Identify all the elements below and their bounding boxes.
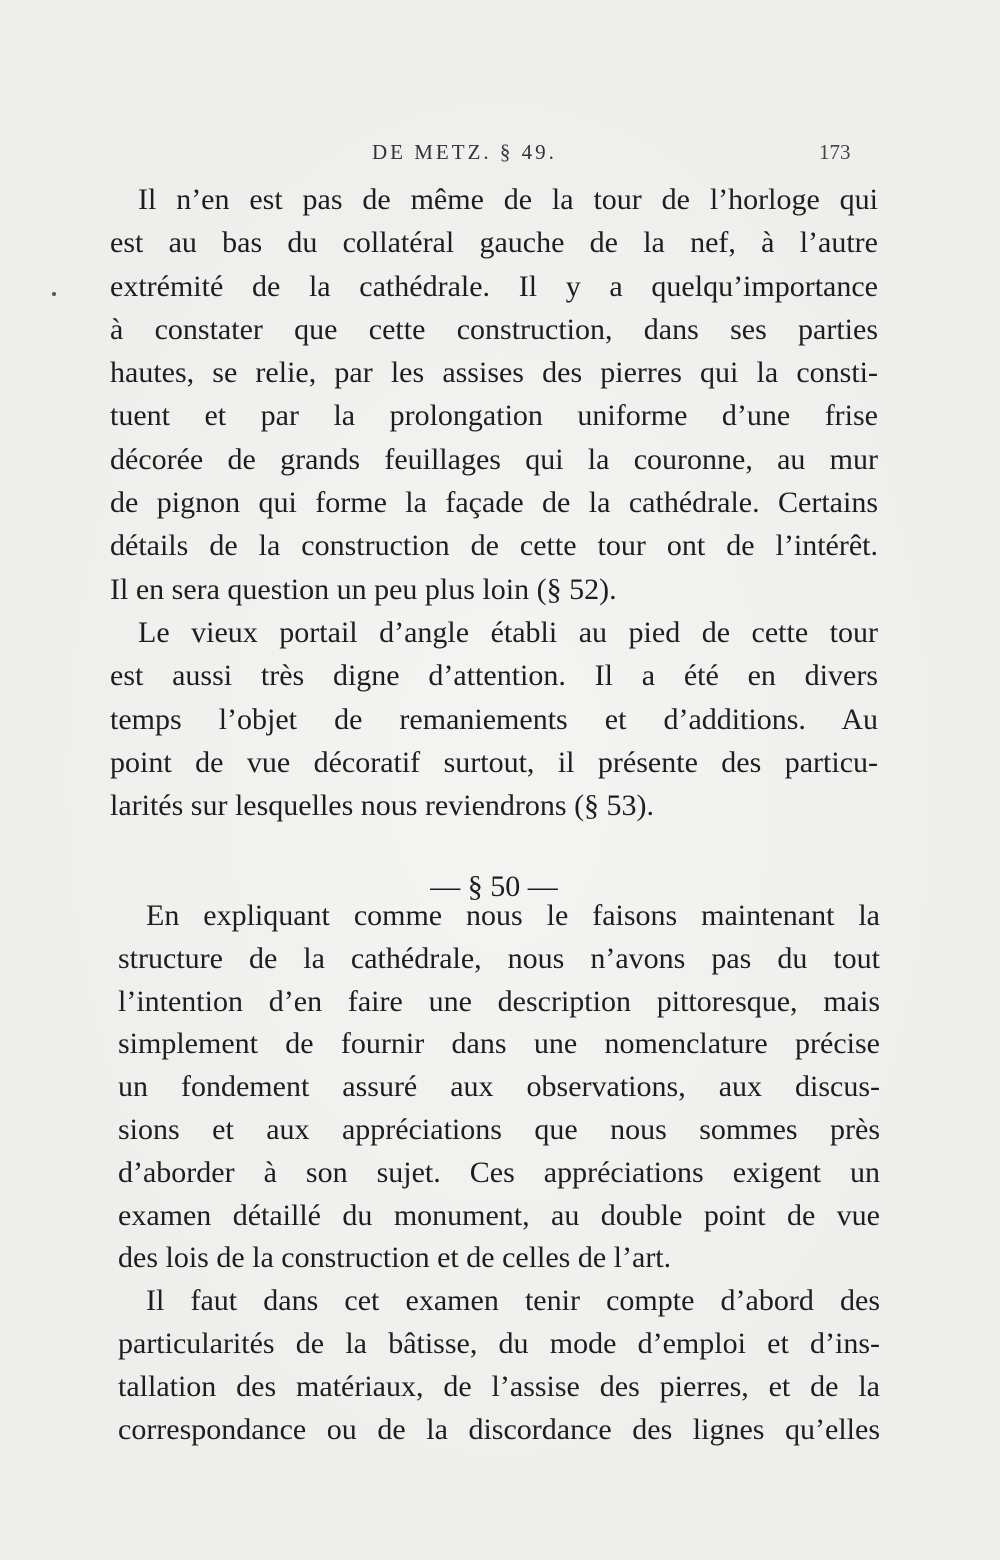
text-line: tuent et par la prolongation uniforme d’une frise xyxy=(110,399,878,433)
text-line: correspondance ou de la discordance des lignes qu’elles xyxy=(118,1412,880,1446)
text-line: temps l’objet de remaniements et d’additions. Au xyxy=(110,702,878,736)
text-line: tallation des matériaux, de l’assise des pierres, et de la xyxy=(118,1369,880,1403)
text-line: Il faut dans cet examen tenir compte d’abord des xyxy=(146,1284,880,1318)
running-title: DE METZ. § 49. xyxy=(372,140,557,164)
text-line: un fondement assuré aux observations, aux discus- xyxy=(118,1070,880,1104)
text-line: simplement de fournir dans une nomenclature précise xyxy=(118,1027,880,1061)
text-line: détails de la construction de cette tour ont de l’intérêt. xyxy=(110,529,878,563)
text-line: particularités de la bâtisse, du mode d’emploi et d’ins- xyxy=(118,1326,880,1360)
page-number: 173 xyxy=(819,140,851,164)
section-50-text xyxy=(118,895,880,1451)
text-line: est aussi très digne d’attention. Il a été en divers xyxy=(110,659,878,693)
text-line: à constater que cette construction, dans ses parties xyxy=(110,312,878,346)
text-line: point de vue décoratif surtout, il présente des particu- xyxy=(110,745,878,779)
text-line: structure de la cathédrale, nous n’avons pas du tout xyxy=(118,941,880,975)
text-line: extrémité de la cathédrale. Il y a quelqu’importance xyxy=(110,269,878,303)
text-line: larités sur lesquelles nous reviendrons (§ 53). xyxy=(110,789,655,823)
text-line: hautes, se relie, par les assises des pierres qui la consti- xyxy=(110,356,878,390)
section-heading: — § 50 — xyxy=(430,870,558,904)
text-line: examen détaillé du monument, au double point de vue xyxy=(118,1198,880,1232)
text-line: sions et aux appréciations que nous sommes près xyxy=(118,1112,880,1146)
section-49-text xyxy=(110,178,878,947)
margin-mark xyxy=(52,292,56,296)
text-line: de pignon qui forme la façade de la cathédrale. Certains xyxy=(110,486,878,520)
text-line: des lois de la construction et de celles de l’art. xyxy=(118,1241,672,1275)
text-line: En expliquant comme nous le faisons maintenant la xyxy=(146,899,880,932)
text-line: Le vieux portail d’angle établi au pied de cette tour xyxy=(138,615,878,649)
text-line: est au bas du collatéral gauche de la nef, à l’autre xyxy=(110,226,878,260)
text-line: décorée de grands feuillages qui la couronne, au mur xyxy=(110,442,878,476)
text-line: Il n’en est pas de même de la tour de l’horloge qui xyxy=(138,183,878,216)
text-line: l’intention d’en faire une description pittoresque, mais xyxy=(118,984,880,1018)
text-line: d’aborder à son sujet. Ces appréciations exigent un xyxy=(118,1155,880,1189)
running-head xyxy=(0,140,1000,170)
text-line: Il en sera question un peu plus loin (§ 52). xyxy=(110,572,617,606)
